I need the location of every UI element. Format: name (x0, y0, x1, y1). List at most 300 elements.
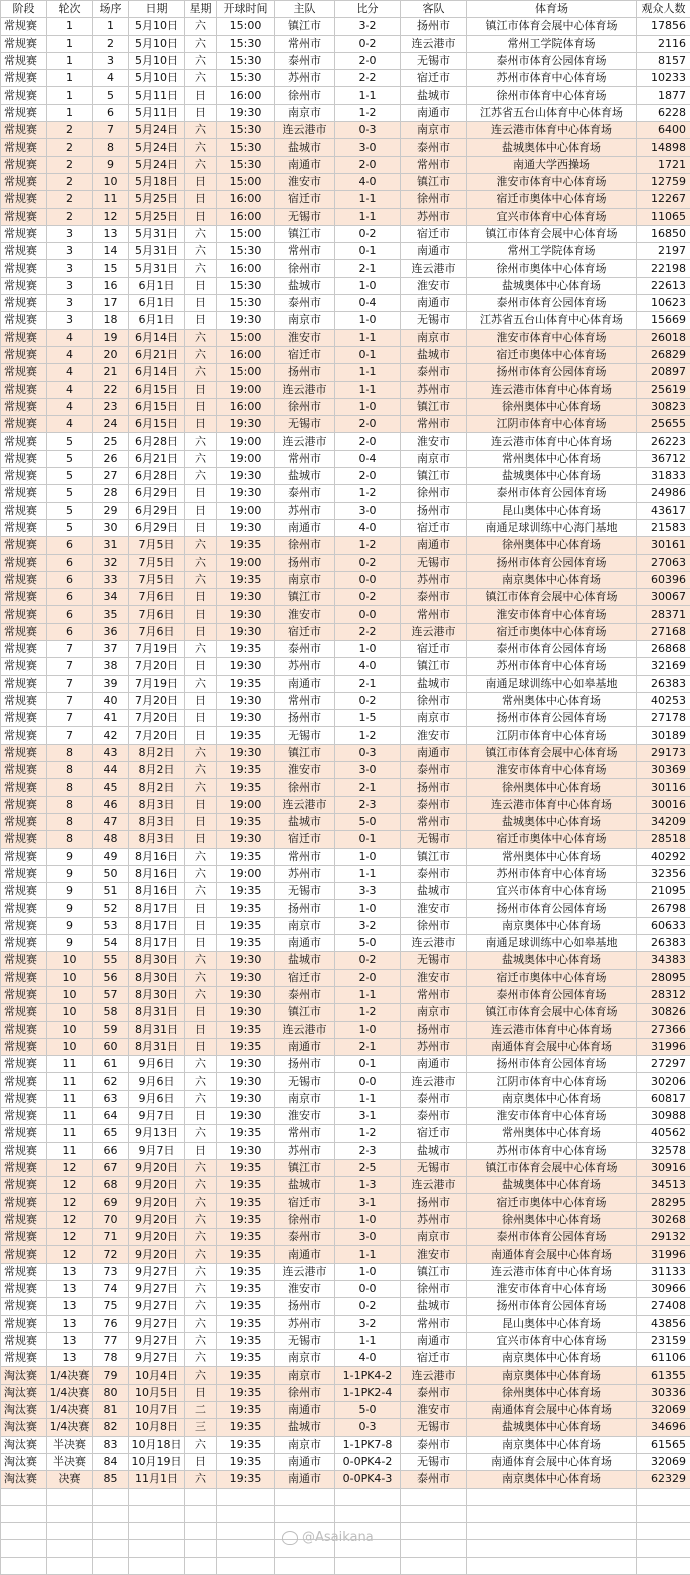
cell-round: 10 (47, 952, 93, 969)
cell-weekday: 日 (185, 710, 217, 727)
cell-stage: 常规赛 (1, 1350, 47, 1367)
cell-attendance: 32069 (637, 1402, 690, 1419)
cell-date: 8月2日 (129, 779, 185, 796)
cell-stage: 常规赛 (1, 917, 47, 934)
cell-date: 9月27日 (129, 1332, 185, 1349)
cell-attendance: 1721 (637, 156, 690, 173)
cell-attendance: 34209 (637, 813, 690, 830)
cell-weekday: 日 (185, 589, 217, 606)
cell-attendance: 16850 (637, 225, 690, 242)
cell-score: 1-0 (335, 1021, 401, 1038)
cell-away: 扬州市 (401, 502, 467, 519)
cell-round: 9 (47, 900, 93, 917)
cell-attendance: 36712 (637, 450, 690, 467)
cell-date: 5月31日 (129, 243, 185, 260)
cell-stage: 常规赛 (1, 468, 47, 485)
cell-kickoff: 15:30 (217, 139, 275, 156)
cell-kickoff: 19:00 (217, 433, 275, 450)
cell-date: 7月19日 (129, 675, 185, 692)
cell-home: 徐州市 (275, 537, 335, 554)
cell-attendance: 34513 (637, 1177, 690, 1194)
cell-stadium: 苏州市体育中心体育场 (467, 1142, 637, 1159)
cell-kickoff: 15:30 (217, 295, 275, 312)
cell-score: 0-0 (335, 1073, 401, 1090)
cell-home: 连云港市 (275, 796, 335, 813)
cell-kickoff: 15:00 (217, 225, 275, 242)
cell-away: 常州市 (401, 1315, 467, 1332)
table-row (1, 277, 690, 294)
cell-match-no: 71 (93, 1229, 129, 1246)
empty-cell (93, 1488, 129, 1505)
cell-weekday: 日 (185, 519, 217, 536)
cell-weekday: 六 (185, 883, 217, 900)
cell-attendance: 30823 (637, 398, 690, 415)
table-row (1, 917, 690, 934)
cell-match-no: 52 (93, 900, 129, 917)
cell-home: 淮安市 (275, 1280, 335, 1297)
cell-round: 5 (47, 468, 93, 485)
cell-match-no: 32 (93, 554, 129, 571)
cell-home: 盐城市 (275, 277, 335, 294)
empty-cell (1, 1505, 47, 1522)
cell-kickoff: 19:35 (217, 1038, 275, 1055)
header-stadium: 体育场 (467, 1, 637, 18)
cell-stadium: 苏州市体育中心体育场 (467, 70, 637, 87)
table-row (1, 433, 690, 450)
empty-cell (185, 1557, 217, 1574)
cell-match-no: 15 (93, 260, 129, 277)
cell-kickoff: 19:35 (217, 1211, 275, 1228)
cell-away: 无锡市 (401, 1453, 467, 1470)
cell-attendance: 32069 (637, 1453, 690, 1470)
table-row (1, 1263, 690, 1280)
cell-kickoff: 19:35 (217, 1159, 275, 1176)
cell-score: 0-0 (335, 571, 401, 588)
cell-home: 扬州市 (275, 1298, 335, 1315)
cell-kickoff: 19:30 (217, 1073, 275, 1090)
cell-round: 8 (47, 779, 93, 796)
cell-weekday: 日 (185, 1453, 217, 1470)
cell-match-no: 68 (93, 1177, 129, 1194)
cell-stage: 常规赛 (1, 485, 47, 502)
cell-round: 4 (47, 416, 93, 433)
table-row (1, 779, 690, 796)
cell-date: 5月31日 (129, 260, 185, 277)
cell-away: 宿迁市 (401, 519, 467, 536)
cell-weekday: 六 (185, 640, 217, 657)
cell-weekday: 六 (185, 156, 217, 173)
cell-home: 南京市 (275, 571, 335, 588)
cell-match-no: 80 (93, 1384, 129, 1401)
cell-home: 无锡市 (275, 1073, 335, 1090)
cell-attendance: 40292 (637, 848, 690, 865)
cell-kickoff: 19:35 (217, 848, 275, 865)
cell-round: 9 (47, 848, 93, 865)
cell-away: 扬州市 (401, 1021, 467, 1038)
cell-date: 8月3日 (129, 831, 185, 848)
cell-date: 10月4日 (129, 1367, 185, 1384)
cell-home: 泰州市 (275, 295, 335, 312)
cell-date: 7月20日 (129, 658, 185, 675)
cell-stadium: 淮安市体育中心体育场 (467, 606, 637, 623)
cell-round: 6 (47, 623, 93, 640)
cell-stage: 常规赛 (1, 762, 47, 779)
cell-stage: 常规赛 (1, 865, 47, 882)
cell-home: 无锡市 (275, 416, 335, 433)
cell-away: 苏州市 (401, 208, 467, 225)
cell-attendance: 30336 (637, 1384, 690, 1401)
cell-kickoff: 19:35 (217, 675, 275, 692)
cell-match-no: 58 (93, 1004, 129, 1021)
table-row (1, 519, 690, 536)
table-row (1, 18, 690, 35)
cell-away: 无锡市 (401, 952, 467, 969)
cell-date: 7月6日 (129, 623, 185, 640)
cell-stadium: 南通大学西操场 (467, 156, 637, 173)
cell-kickoff: 19:35 (217, 1315, 275, 1332)
cell-stage: 淘汰赛 (1, 1402, 47, 1419)
cell-home: 镇江市 (275, 1004, 335, 1021)
cell-round: 半决赛 (47, 1436, 93, 1453)
cell-kickoff: 19:00 (217, 450, 275, 467)
empty-row (1, 1557, 690, 1574)
cell-away: 泰州市 (401, 1384, 467, 1401)
cell-stage: 常规赛 (1, 329, 47, 346)
cell-date: 9月20日 (129, 1177, 185, 1194)
cell-score: 1-1 (335, 87, 401, 104)
cell-stage: 常规赛 (1, 1263, 47, 1280)
cell-away: 连云港市 (401, 1367, 467, 1384)
cell-round: 8 (47, 762, 93, 779)
cell-kickoff: 19:30 (217, 416, 275, 433)
table-row (1, 329, 690, 346)
cell-attendance: 30067 (637, 589, 690, 606)
empty-cell (335, 1505, 401, 1522)
cell-round: 7 (47, 710, 93, 727)
cell-stage: 常规赛 (1, 381, 47, 398)
table-row (1, 416, 690, 433)
cell-kickoff: 15:30 (217, 243, 275, 260)
cell-kickoff: 19:35 (217, 1419, 275, 1436)
table-row (1, 1090, 690, 1107)
cell-stadium: 常州工学院体育场 (467, 243, 637, 260)
cell-weekday: 六 (185, 1229, 217, 1246)
cell-match-no: 60 (93, 1038, 129, 1055)
cell-attendance: 61565 (637, 1436, 690, 1453)
cell-kickoff: 19:35 (217, 1280, 275, 1297)
cell-weekday: 日 (185, 502, 217, 519)
cell-away: 盐城市 (401, 675, 467, 692)
cell-away: 常州市 (401, 986, 467, 1003)
cell-weekday: 日 (185, 917, 217, 934)
cell-weekday: 日 (185, 277, 217, 294)
table-row (1, 122, 690, 139)
cell-stadium: 扬州市体育公园体育场 (467, 1298, 637, 1315)
table-row (1, 935, 690, 952)
cell-weekday: 日 (185, 191, 217, 208)
cell-stadium: 江阴市体育中心体育场 (467, 727, 637, 744)
table-row (1, 52, 690, 69)
cell-round: 6 (47, 606, 93, 623)
cell-stage: 常规赛 (1, 883, 47, 900)
cell-away: 淮安市 (401, 1246, 467, 1263)
cell-home: 苏州市 (275, 658, 335, 675)
cell-round: 6 (47, 554, 93, 571)
cell-home: 镇江市 (275, 18, 335, 35)
empty-cell (129, 1523, 185, 1540)
cell-weekday: 日 (185, 1004, 217, 1021)
cell-round: 1/4决赛 (47, 1419, 93, 1436)
cell-date: 6月14日 (129, 364, 185, 381)
table-row (1, 468, 690, 485)
cell-away: 南京市 (401, 329, 467, 346)
cell-kickoff: 15:00 (217, 364, 275, 381)
cell-round: 12 (47, 1194, 93, 1211)
cell-kickoff: 19:35 (217, 1453, 275, 1470)
cell-weekday: 六 (185, 450, 217, 467)
cell-away: 南京市 (401, 1229, 467, 1246)
cell-round: 8 (47, 831, 93, 848)
cell-kickoff: 19:30 (217, 952, 275, 969)
cell-attendance: 22613 (637, 277, 690, 294)
cell-attendance: 23159 (637, 1332, 690, 1349)
cell-round: 8 (47, 796, 93, 813)
cell-score: 2-0 (335, 969, 401, 986)
table-row (1, 139, 690, 156)
cell-match-no: 69 (93, 1194, 129, 1211)
cell-weekday: 六 (185, 243, 217, 260)
cell-match-no: 22 (93, 381, 129, 398)
cell-score: 3-0 (335, 502, 401, 519)
cell-weekday: 三 (185, 1419, 217, 1436)
cell-kickoff: 19:35 (217, 883, 275, 900)
cell-date: 5月31日 (129, 225, 185, 242)
cell-stadium: 徐州奥体中心体育场 (467, 1384, 637, 1401)
cell-date: 9月7日 (129, 1108, 185, 1125)
table-row (1, 225, 690, 242)
empty-cell (275, 1557, 335, 1574)
cell-home: 宿迁市 (275, 346, 335, 363)
table-row (1, 692, 690, 709)
empty-cell (637, 1540, 690, 1557)
table-row (1, 1402, 690, 1419)
cell-score: 0-2 (335, 35, 401, 52)
table-row (1, 883, 690, 900)
empty-cell (217, 1540, 275, 1557)
cell-stage: 常规赛 (1, 122, 47, 139)
empty-cell (217, 1557, 275, 1574)
cell-weekday: 六 (185, 1436, 217, 1453)
cell-attendance: 29132 (637, 1229, 690, 1246)
cell-stadium: 南京奥体中心体育场 (467, 1367, 637, 1384)
cell-round: 12 (47, 1229, 93, 1246)
cell-date: 6月15日 (129, 398, 185, 415)
cell-away: 镇江市 (401, 848, 467, 865)
cell-date: 8月17日 (129, 935, 185, 952)
cell-score: 0-3 (335, 1419, 401, 1436)
cell-home: 苏州市 (275, 70, 335, 87)
cell-attendance: 26383 (637, 675, 690, 692)
cell-match-no: 64 (93, 1108, 129, 1125)
cell-date: 9月13日 (129, 1125, 185, 1142)
cell-score: 0-4 (335, 450, 401, 467)
table-row (1, 1004, 690, 1021)
cell-round: 5 (47, 519, 93, 536)
cell-kickoff: 19:35 (217, 571, 275, 588)
cell-away: 徐州市 (401, 917, 467, 934)
cell-date: 8月16日 (129, 848, 185, 865)
cell-kickoff: 19:35 (217, 1177, 275, 1194)
cell-match-no: 9 (93, 156, 129, 173)
cell-score: 1-1PK7-8 (335, 1436, 401, 1453)
cell-date: 8月16日 (129, 883, 185, 900)
cell-attendance: 6228 (637, 104, 690, 121)
cell-attendance: 61355 (637, 1367, 690, 1384)
cell-round: 10 (47, 1021, 93, 1038)
cell-round: 6 (47, 537, 93, 554)
cell-weekday: 日 (185, 935, 217, 952)
cell-match-no: 10 (93, 173, 129, 190)
empty-cell (637, 1505, 690, 1522)
cell-home: 徐州市 (275, 260, 335, 277)
cell-weekday: 六 (185, 675, 217, 692)
cell-stage: 常规赛 (1, 571, 47, 588)
cell-stadium: 连云港市体育中心体育场 (467, 1263, 637, 1280)
cell-score: 0-3 (335, 744, 401, 761)
cell-attendance: 60817 (637, 1090, 690, 1107)
cell-round: 11 (47, 1090, 93, 1107)
cell-weekday: 六 (185, 433, 217, 450)
cell-stadium: 南京奥体中心体育场 (467, 1471, 637, 1488)
header-kickoff: 开球时间 (217, 1, 275, 18)
cell-attendance: 30988 (637, 1108, 690, 1125)
table-row (1, 762, 690, 779)
cell-stage: 常规赛 (1, 1280, 47, 1297)
cell-kickoff: 19:00 (217, 502, 275, 519)
cell-away: 盐城市 (401, 1142, 467, 1159)
cell-stadium: 泰州市体育公园体育场 (467, 295, 637, 312)
cell-score: 1-2 (335, 1125, 401, 1142)
cell-date: 6月1日 (129, 312, 185, 329)
cell-round: 9 (47, 935, 93, 952)
cell-round: 11 (47, 1056, 93, 1073)
header-weekday: 星期 (185, 1, 217, 18)
cell-round: 13 (47, 1332, 93, 1349)
cell-round: 7 (47, 727, 93, 744)
cell-kickoff: 15:30 (217, 122, 275, 139)
cell-attendance: 14898 (637, 139, 690, 156)
cell-weekday: 日 (185, 606, 217, 623)
cell-round: 1/4决赛 (47, 1367, 93, 1384)
cell-date: 5月10日 (129, 52, 185, 69)
table-row (1, 1298, 690, 1315)
cell-weekday: 六 (185, 1194, 217, 1211)
cell-attendance: 60633 (637, 917, 690, 934)
cell-match-no: 35 (93, 606, 129, 623)
cell-stadium: 镇江市体育会展中心体育场 (467, 1159, 637, 1176)
cell-score: 0-4 (335, 295, 401, 312)
cell-home: 无锡市 (275, 883, 335, 900)
empty-cell (637, 1557, 690, 1574)
cell-score: 2-3 (335, 1142, 401, 1159)
cell-score: 3-3 (335, 883, 401, 900)
cell-home: 南通市 (275, 156, 335, 173)
cell-weekday: 六 (185, 1246, 217, 1263)
cell-round: 半决赛 (47, 1453, 93, 1470)
cell-home: 南通市 (275, 1471, 335, 1488)
cell-kickoff: 19:30 (217, 606, 275, 623)
cell-stadium: 淮安市体育中心体育场 (467, 1280, 637, 1297)
cell-kickoff: 19:30 (217, 589, 275, 606)
cell-stadium: 扬州市体育公园体育场 (467, 710, 637, 727)
cell-attendance: 1877 (637, 87, 690, 104)
cell-attendance: 30016 (637, 796, 690, 813)
cell-home: 泰州市 (275, 485, 335, 502)
cell-score: 0-0 (335, 1280, 401, 1297)
cell-date: 9月27日 (129, 1315, 185, 1332)
cell-attendance: 43856 (637, 1315, 690, 1332)
cell-match-no: 34 (93, 589, 129, 606)
cell-stage: 常规赛 (1, 35, 47, 52)
cell-home: 镇江市 (275, 744, 335, 761)
cell-date: 7月20日 (129, 727, 185, 744)
cell-date: 5月18日 (129, 173, 185, 190)
cell-round: 13 (47, 1280, 93, 1297)
cell-away: 苏州市 (401, 571, 467, 588)
cell-date: 8月16日 (129, 865, 185, 882)
table-row (1, 952, 690, 969)
table-row (1, 1332, 690, 1349)
cell-away: 无锡市 (401, 312, 467, 329)
table-row (1, 640, 690, 657)
cell-date: 6月29日 (129, 519, 185, 536)
cell-weekday: 六 (185, 1332, 217, 1349)
cell-date: 9月20日 (129, 1159, 185, 1176)
cell-kickoff: 19:00 (217, 381, 275, 398)
cell-away: 镇江市 (401, 398, 467, 415)
cell-away: 南通市 (401, 1332, 467, 1349)
cell-match-no: 6 (93, 104, 129, 121)
cell-stadium: 南京奥体中心体育场 (467, 1090, 637, 1107)
cell-attendance: 31833 (637, 468, 690, 485)
cell-weekday: 六 (185, 468, 217, 485)
cell-home: 镇江市 (275, 225, 335, 242)
cell-round: 4 (47, 346, 93, 363)
cell-date: 11月1日 (129, 1471, 185, 1488)
cell-score: 0-2 (335, 692, 401, 709)
cell-stadium: 镇江市体育会展中心体育场 (467, 744, 637, 761)
cell-score: 1-2 (335, 104, 401, 121)
table-row (1, 537, 690, 554)
cell-round: 2 (47, 173, 93, 190)
cell-attendance: 25619 (637, 381, 690, 398)
table-row (1, 986, 690, 1003)
cell-away: 连云港市 (401, 1073, 467, 1090)
cell-match-no: 82 (93, 1419, 129, 1436)
cell-kickoff: 16:00 (217, 191, 275, 208)
cell-home: 南通市 (275, 1402, 335, 1419)
table-row (1, 1021, 690, 1038)
cell-round: 10 (47, 986, 93, 1003)
cell-date: 6月14日 (129, 329, 185, 346)
cell-home: 扬州市 (275, 710, 335, 727)
cell-attendance: 28371 (637, 606, 690, 623)
cell-home: 徐州市 (275, 779, 335, 796)
cell-stage: 常规赛 (1, 1246, 47, 1263)
cell-home: 苏州市 (275, 1142, 335, 1159)
cell-stage: 常规赛 (1, 1298, 47, 1315)
cell-attendance: 6400 (637, 122, 690, 139)
